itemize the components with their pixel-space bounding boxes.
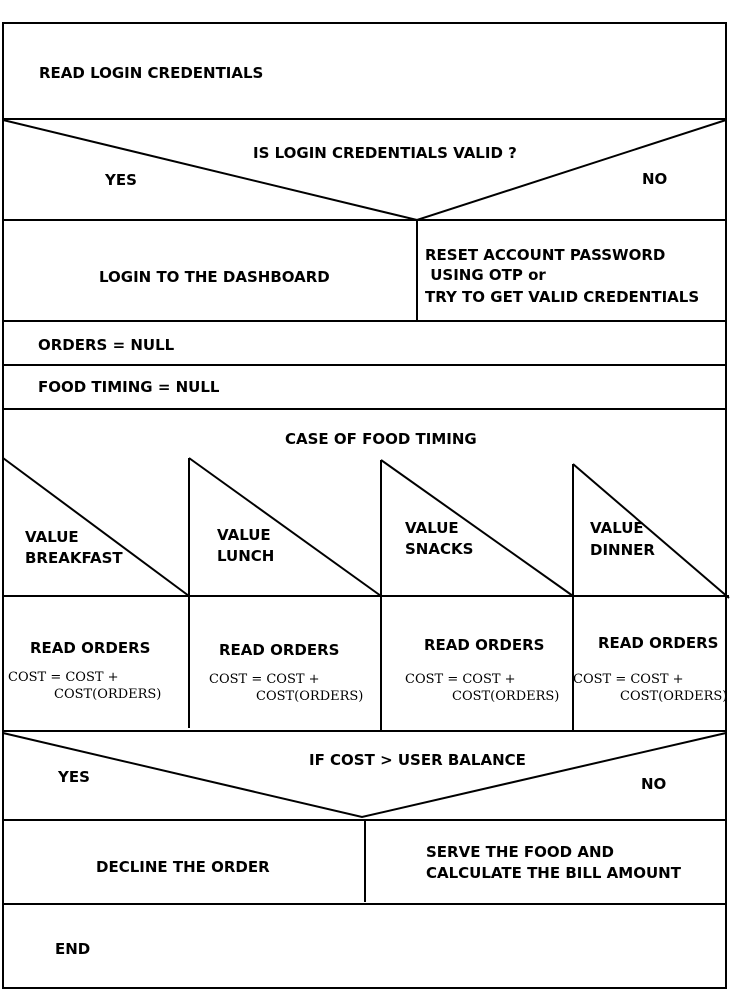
orders-init-text: ORDERS = NULL — [38, 336, 175, 354]
case-branch-3-cost2: COST(ORDERS) — [452, 689, 560, 704]
case-branch-3-cost1: COST = COST + — [405, 672, 516, 687]
block-orders-init — [3, 336, 726, 365]
block-read-login — [3, 64, 726, 119]
case-branch-4-cost2: COST(ORDERS) — [620, 689, 728, 704]
case-branch-3-value-label: VALUE — [405, 519, 459, 537]
decision2-no-action-line1: SERVE THE FOOD AND — [426, 843, 614, 861]
case-diag-1 — [3, 458, 189, 596]
case-food-timing — [3, 430, 729, 731]
decision1-no-label: NO — [642, 170, 668, 188]
case-branch-1-value-label: VALUE — [25, 528, 79, 546]
decision2-yes-action: DECLINE THE ORDER — [96, 858, 270, 876]
decision2-no-label: NO — [641, 775, 667, 793]
decision1-triangle — [3, 120, 726, 220]
case-branch-4-value-label: VALUE — [590, 519, 644, 537]
block-timing-init — [3, 378, 726, 409]
case-branch-2-cost1: COST = COST + — [209, 672, 320, 687]
case-branch-1-action: READ ORDERS — [30, 639, 151, 657]
case-branch-2-action: READ ORDERS — [219, 641, 340, 659]
case-branch-1-cost1: COST = COST + — [8, 670, 119, 685]
decision-login-valid — [3, 120, 726, 321]
decision1-no-action-line1: RESET ACCOUNT PASSWORD — [425, 246, 666, 264]
end-text: END — [55, 940, 91, 958]
case-branch-4-cost1: COST = COST + — [573, 672, 684, 687]
case-branch-1-value: BREAKFAST — [25, 549, 123, 567]
case-branch-3-value: SNACKS — [405, 540, 474, 558]
case-branch-4-value: DINNER — [590, 541, 655, 559]
decision2-yes-label: YES — [58, 768, 90, 786]
diagram-title: NASSI SCHNEIDERMAN DIAGRAM — [236, 5, 502, 22]
case-branch-1-cost2: COST(ORDERS) — [54, 687, 162, 702]
case-branch-4-action: READ ORDERS — [598, 634, 719, 652]
decision-cost-vs-balance — [3, 733, 726, 904]
case-branch-2-value: LUNCH — [217, 547, 275, 565]
decision2-triangle — [3, 733, 726, 817]
decision1-question: IS LOGIN CREDENTIALS VALID ? — [253, 144, 517, 162]
case-branch-3-action: READ ORDERS — [424, 636, 545, 654]
case-label: CASE OF FOOD TIMING — [285, 430, 477, 448]
decision1-yes-action: LOGIN TO THE DASHBOARD — [99, 268, 330, 286]
case-branch-2-cost2: COST(ORDERS) — [256, 689, 364, 704]
decision1-no-action-line3: TRY TO GET VALID CREDENTIALS — [425, 288, 700, 306]
decision1-no-action-line2: USING OTP or — [425, 266, 546, 284]
decision2-no-action-line2: CALCULATE THE BILL AMOUNT — [426, 864, 681, 882]
read-login-text: READ LOGIN CREDENTIALS — [39, 64, 264, 82]
decision2-question: IF COST > USER BALANCE — [309, 751, 526, 769]
timing-init-text: FOOD TIMING = NULL — [38, 378, 220, 396]
case-branch-2-value-label: VALUE — [217, 526, 271, 544]
decision1-yes-label: YES — [105, 171, 137, 189]
